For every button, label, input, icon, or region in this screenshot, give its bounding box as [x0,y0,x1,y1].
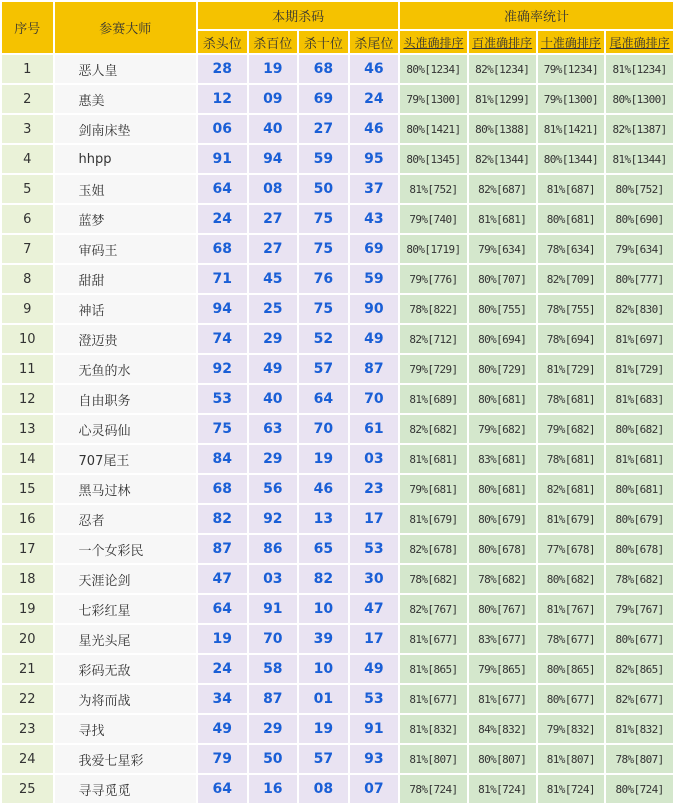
acc-head-value: 81%[865] [400,655,467,683]
acc-ten-value: 80%[681] [538,205,605,233]
kill-hundred-value: 87 [249,685,298,713]
kill-tail-value: 03 [350,445,399,473]
acc-hundred-value: 82%[1234] [469,55,536,83]
acc-hundred-value: 80%[807] [469,745,536,773]
row-index: 17 [2,535,53,563]
row-index: 24 [2,745,53,773]
kill-head-value: 87 [198,535,247,563]
kill-head-value: 49 [198,715,247,743]
acc-head-value: 80%[1421] [400,115,467,143]
kill-hundred-value: 49 [249,355,298,383]
kill-tail-value: 70 [350,385,399,413]
acc-head-value: 81%[681] [400,445,467,473]
master-name: 我爱七星彩 [55,745,197,773]
acc-ten-value: 78%[677] [538,625,605,653]
row-index: 19 [2,595,53,623]
master-name: 寻找 [55,715,197,743]
acc-head-value: 79%[681] [400,475,467,503]
table-row [2,745,673,773]
table-row [2,475,673,503]
master-name: 为将而战 [55,685,197,713]
acc-hundred-value: 78%[682] [469,565,536,593]
row-index: 6 [2,205,53,233]
table-body [2,55,673,803]
master-name: 一个女彩民 [55,535,197,563]
kill-ten-value: 08 [299,775,348,803]
kill-tail-value: 95 [350,145,399,173]
acc-tail-value: 80%[682] [606,415,673,443]
master-name: 七彩红星 [55,595,197,623]
acc-hundred-value: 80%[707] [469,265,536,293]
kill-tail-value: 53 [350,685,399,713]
kill-tail-value: 37 [350,175,399,203]
acc-ten-value: 77%[678] [538,535,605,563]
kill-hundred-value: 40 [249,385,298,413]
kill-tail-value: 93 [350,745,399,773]
kill-tail-value: 49 [350,325,399,353]
kill-ten-value: 10 [299,655,348,683]
row-index: 5 [2,175,53,203]
row-index: 16 [2,505,53,533]
kill-hundred-value: 92 [249,505,298,533]
kill-hundred-value: 58 [249,655,298,683]
row-index: 9 [2,295,53,323]
table-header [2,2,673,53]
kill-tail-value: 17 [350,625,399,653]
table-row [2,295,673,323]
acc-head-value: 82%[712] [400,325,467,353]
acc-tail-value: 79%[634] [606,235,673,263]
row-index: 14 [2,445,53,473]
kill-head-value: 47 [198,565,247,593]
table-row [2,415,673,443]
kill-ten-value: 39 [299,625,348,653]
acc-tail-value: 82%[1387] [606,115,673,143]
kill-tail-value: 43 [350,205,399,233]
acc-head-value: 79%[1300] [400,85,467,113]
acc-hundred-value: 80%[729] [469,355,536,383]
kill-ten-value: 70 [299,415,348,443]
header-index: 序号 [2,2,53,53]
acc-tail-value: 81%[1344] [606,145,673,173]
acc-tail-value: 80%[752] [606,175,673,203]
table-row [2,265,673,293]
row-index: 18 [2,565,53,593]
kill-hundred-value: 25 [249,295,298,323]
master-name: 恶人皇 [55,55,197,83]
header-kill-group: 本期杀码 [198,2,398,29]
acc-head-value: 81%[689] [400,385,467,413]
acc-hundred-value: 83%[677] [469,625,536,653]
kill-hundred-value: 19 [249,55,298,83]
row-index: 10 [2,325,53,353]
master-name: 自由职务 [55,385,197,413]
table-row [2,535,673,563]
row-index: 23 [2,715,53,743]
kill-tail-value: 46 [350,55,399,83]
acc-hundred-value: 81%[724] [469,775,536,803]
kill-ten-value: 13 [299,505,348,533]
acc-ten-value: 78%[681] [538,385,605,413]
kill-hundred-value: 09 [249,85,298,113]
kill-tail-value: 59 [350,265,399,293]
acc-head-value: 82%[678] [400,535,467,563]
acc-ten-value: 82%[709] [538,265,605,293]
kill-head-value: 19 [198,625,247,653]
table-row [2,85,673,113]
acc-ten-value: 80%[1344] [538,145,605,173]
acc-tail-value: 80%[690] [606,205,673,233]
table-row [2,445,673,473]
kill-head-value: 68 [198,475,247,503]
kill-head-value: 74 [198,325,247,353]
table-row [2,385,673,413]
acc-ten-value: 80%[865] [538,655,605,683]
kill-tail-value: 87 [350,355,399,383]
kill-hundred-value: 27 [249,205,298,233]
acc-hundred-value: 81%[677] [469,685,536,713]
table-row [2,55,673,83]
table-row [2,355,673,383]
row-index: 22 [2,685,53,713]
row-index: 13 [2,415,53,443]
kill-tail-value: 91 [350,715,399,743]
master-name: 星光头尾 [55,625,197,653]
acc-ten-value: 81%[729] [538,355,605,383]
table-row [2,505,673,533]
acc-hundred-value: 84%[832] [469,715,536,743]
kill-head-value: 82 [198,505,247,533]
kill-head-value: 24 [198,205,247,233]
master-name: 审码王 [55,235,197,263]
acc-tail-value: 79%[767] [606,595,673,623]
acc-head-value: 81%[679] [400,505,467,533]
sort-ten-accuracy-link[interactable]: 十准确排序 [538,31,605,53]
kill-hundred-value: 70 [249,625,298,653]
table-row [2,235,673,263]
acc-head-value: 79%[729] [400,355,467,383]
kill-tail-value: 47 [350,595,399,623]
kill-head-value: 06 [198,115,247,143]
table-row [2,715,673,743]
kill-hundred-value: 08 [249,175,298,203]
header-kill-tail: 杀尾位 [350,31,399,53]
acc-ten-value: 78%[694] [538,325,605,353]
acc-hundred-value: 80%[681] [469,475,536,503]
header-kill-hundred: 杀百位 [249,31,298,53]
kill-tail-value: 49 [350,655,399,683]
kill-tail-value: 46 [350,115,399,143]
kill-tail-value: 07 [350,775,399,803]
acc-tail-value: 82%[830] [606,295,673,323]
kill-head-value: 71 [198,265,247,293]
acc-head-value: 81%[752] [400,175,467,203]
row-index: 21 [2,655,53,683]
kill-ten-value: 76 [299,265,348,293]
acc-ten-value: 79%[832] [538,715,605,743]
kill-hundred-value: 50 [249,745,298,773]
kill-head-value: 94 [198,295,247,323]
acc-hundred-value: 79%[682] [469,415,536,443]
kill-hundred-value: 29 [249,715,298,743]
kill-hundred-value: 45 [249,265,298,293]
acc-ten-value: 81%[724] [538,775,605,803]
acc-hundred-value: 80%[679] [469,505,536,533]
kill-tail-value: 69 [350,235,399,263]
acc-head-value: 80%[1719] [400,235,467,263]
kill-head-value: 79 [198,745,247,773]
acc-hundred-value: 80%[681] [469,385,536,413]
master-name: 寻寻觅觅 [55,775,197,803]
kill-hundred-value: 29 [249,325,298,353]
table-row [2,115,673,143]
row-index: 2 [2,85,53,113]
kill-tail-value: 30 [350,565,399,593]
acc-ten-value: 78%[681] [538,445,605,473]
kill-head-value: 64 [198,175,247,203]
acc-head-value: 81%[807] [400,745,467,773]
table-row [2,685,673,713]
row-index: 7 [2,235,53,263]
acc-tail-value: 81%[683] [606,385,673,413]
sort-tail-accuracy-link[interactable]: 尾准确排序 [606,31,673,53]
kill-head-value: 34 [198,685,247,713]
acc-tail-value: 81%[832] [606,715,673,743]
master-name: 神话 [55,295,197,323]
master-name: 澄迈贵 [55,325,197,353]
master-name: 黑马过林 [55,475,197,503]
acc-tail-value: 81%[1234] [606,55,673,83]
acc-tail-value: 80%[777] [606,265,673,293]
kill-tail-value: 61 [350,415,399,443]
acc-ten-value: 80%[677] [538,685,605,713]
row-index: 8 [2,265,53,293]
kill-ten-value: 75 [299,295,348,323]
kill-ten-value: 69 [299,85,348,113]
row-index: 25 [2,775,53,803]
kill-tail-value: 53 [350,535,399,563]
kill-hundred-value: 16 [249,775,298,803]
acc-tail-value: 80%[679] [606,505,673,533]
acc-tail-value: 82%[865] [606,655,673,683]
table-row [2,205,673,233]
master-name: 无鱼的水 [55,355,197,383]
acc-hundred-value: 80%[1388] [469,115,536,143]
header-master: 参赛大师 [55,2,197,53]
row-index: 1 [2,55,53,83]
kill-ten-value: 19 [299,445,348,473]
master-name: 甜甜 [55,265,197,293]
acc-tail-value: 80%[677] [606,625,673,653]
master-name: 玉姐 [55,175,197,203]
kill-head-value: 12 [198,85,247,113]
acc-ten-value: 79%[682] [538,415,605,443]
acc-ten-value: 82%[681] [538,475,605,503]
acc-ten-value: 79%[1300] [538,85,605,113]
kill-head-value: 91 [198,145,247,173]
kill-head-value: 68 [198,235,247,263]
kill-head-value: 24 [198,655,247,683]
kill-hundred-value: 27 [249,235,298,263]
acc-ten-value: 81%[767] [538,595,605,623]
acc-hundred-value: 79%[634] [469,235,536,263]
kill-ten-value: 64 [299,385,348,413]
acc-tail-value: 78%[682] [606,565,673,593]
kill-hundred-value: 63 [249,415,298,443]
kill-hundred-value: 86 [249,535,298,563]
master-name: 彩码无敌 [55,655,197,683]
kill-ten-value: 52 [299,325,348,353]
header-kill-head: 杀头位 [198,31,247,53]
acc-tail-value: 80%[678] [606,535,673,563]
acc-head-value: 80%[1234] [400,55,467,83]
acc-ten-value: 81%[807] [538,745,605,773]
kill-head-value: 28 [198,55,247,83]
acc-head-value: 81%[677] [400,625,467,653]
acc-hundred-value: 83%[681] [469,445,536,473]
acc-head-value: 82%[682] [400,415,467,443]
kill-ten-value: 75 [299,205,348,233]
kill-hundred-value: 56 [249,475,298,503]
kill-head-value: 84 [198,445,247,473]
row-index: 4 [2,145,53,173]
kill-ten-value: 59 [299,145,348,173]
acc-tail-value: 80%[681] [606,475,673,503]
acc-ten-value: 81%[1421] [538,115,605,143]
acc-hundred-value: 80%[678] [469,535,536,563]
master-name: 蓝梦 [55,205,197,233]
kill-head-value: 92 [198,355,247,383]
acc-head-value: 81%[677] [400,685,467,713]
kill-ten-value: 57 [299,355,348,383]
kill-head-value: 75 [198,415,247,443]
acc-tail-value: 78%[807] [606,745,673,773]
kill-ten-value: 50 [299,175,348,203]
table-row [2,775,673,803]
acc-head-value: 78%[822] [400,295,467,323]
sort-head-accuracy-link[interactable]: 头准确排序 [400,31,467,53]
master-name: 剑南床垫 [55,115,197,143]
kill-head-value: 64 [198,775,247,803]
acc-ten-value: 80%[682] [538,565,605,593]
table-row [2,625,673,653]
acc-ten-value: 78%[755] [538,295,605,323]
acc-ten-value: 81%[679] [538,505,605,533]
kill-hundred-value: 91 [249,595,298,623]
master-name: 惠美 [55,85,197,113]
acc-ten-value: 78%[634] [538,235,605,263]
kill-tail-value: 23 [350,475,399,503]
acc-ten-value: 81%[687] [538,175,605,203]
kill-ten-value: 65 [299,535,348,563]
row-index: 11 [2,355,53,383]
acc-tail-value: 81%[697] [606,325,673,353]
master-name: 707尾王 [55,445,197,473]
kill-ten-value: 46 [299,475,348,503]
kill-ten-value: 01 [299,685,348,713]
acc-hundred-value: 81%[681] [469,205,536,233]
row-index: 15 [2,475,53,503]
acc-head-value: 79%[776] [400,265,467,293]
header-kill-ten: 杀十位 [299,31,348,53]
kill-hundred-value: 03 [249,565,298,593]
kill-ten-value: 75 [299,235,348,263]
acc-tail-value: 81%[729] [606,355,673,383]
acc-head-value: 80%[1345] [400,145,467,173]
master-name: 忍者 [55,505,197,533]
table-row [2,655,673,683]
row-index: 20 [2,625,53,653]
kill-tail-value: 24 [350,85,399,113]
kill-hundred-value: 29 [249,445,298,473]
table-row [2,595,673,623]
kill-ten-value: 10 [299,595,348,623]
kill-ten-value: 57 [299,745,348,773]
acc-head-value: 78%[724] [400,775,467,803]
acc-hundred-value: 81%[1299] [469,85,536,113]
table-row [2,145,673,173]
acc-hundred-value: 79%[865] [469,655,536,683]
acc-hundred-value: 80%[767] [469,595,536,623]
row-index: 3 [2,115,53,143]
acc-hundred-value: 80%[694] [469,325,536,353]
acc-hundred-value: 82%[1344] [469,145,536,173]
master-name: 心灵码仙 [55,415,197,443]
kill-tail-value: 90 [350,295,399,323]
acc-head-value: 82%[767] [400,595,467,623]
acc-head-value: 79%[740] [400,205,467,233]
master-name: hhpp [55,145,197,173]
kill-hundred-value: 40 [249,115,298,143]
acc-tail-value: 80%[724] [606,775,673,803]
kill-ten-value: 82 [299,565,348,593]
acc-tail-value: 81%[681] [606,445,673,473]
acc-hundred-value: 82%[687] [469,175,536,203]
acc-tail-value: 80%[1300] [606,85,673,113]
acc-head-value: 78%[682] [400,565,467,593]
kill-tail-value: 17 [350,505,399,533]
sort-hundred-accuracy-link[interactable]: 百准确排序 [469,31,536,53]
table-row [2,175,673,203]
kill-hundred-value: 94 [249,145,298,173]
kill-ten-value: 68 [299,55,348,83]
table-row [2,565,673,593]
acc-tail-value: 82%[677] [606,685,673,713]
kill-ten-value: 27 [299,115,348,143]
kill-head-value: 64 [198,595,247,623]
master-name: 天涯论剑 [55,565,197,593]
kill-head-value: 53 [198,385,247,413]
header-accuracy-group: 准确率统计 [400,2,673,29]
acc-head-value: 81%[832] [400,715,467,743]
acc-hundred-value: 80%[755] [469,295,536,323]
row-index: 12 [2,385,53,413]
table-row [2,325,673,353]
acc-ten-value: 79%[1234] [538,55,605,83]
kill-ten-value: 19 [299,715,348,743]
